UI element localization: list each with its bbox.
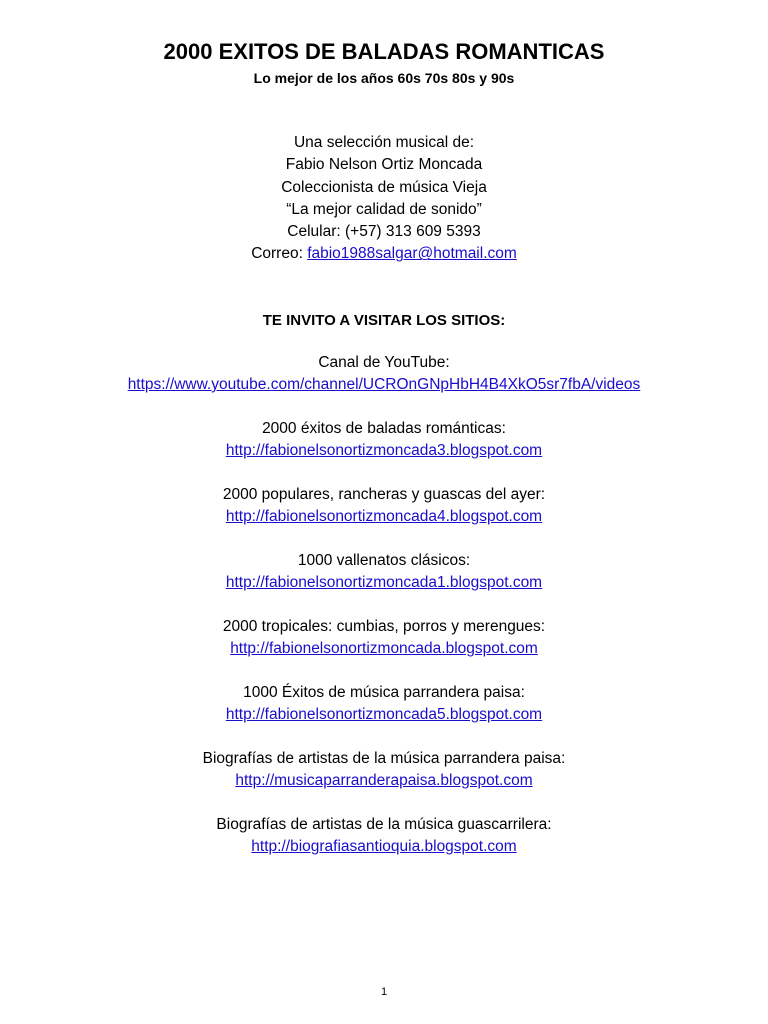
- site-label: 2000 tropicales: cumbias, porros y merengues:: [222, 618, 546, 635]
- site-link[interactable]: http://musicaparranderapaisa.blogspot.com: [235, 772, 533, 789]
- site-tropicales: [0, 616, 768, 682]
- document-subtitle: Lo mejor de los años 60s 70s 80s y 90s: [253, 70, 515, 86]
- credits-line-phone: Celular: (+57) 313 609 5393: [287, 223, 481, 241]
- site-label: 2000 éxitos de baladas románticas:: [262, 420, 506, 437]
- sites-list: [0, 352, 768, 880]
- credits-line-name: Fabio Nelson Ortiz Moncada: [285, 156, 483, 174]
- site-youtube: [0, 352, 768, 418]
- credits-block: [0, 132, 768, 266]
- document-title: 2000 EXITOS DE BALADAS ROMANTICAS: [163, 39, 605, 64]
- site-label: 1000 vallenatos clásicos:: [297, 552, 471, 569]
- site-populares: [0, 484, 768, 550]
- site-baladas: [0, 418, 768, 484]
- email-link[interactable]: fabio1988salgar@hotmail.com: [307, 245, 517, 263]
- site-biografias-parrandera: [0, 748, 768, 814]
- site-link[interactable]: http://biografiasantioquia.blogspot.com: [251, 838, 517, 855]
- site-label: Biografías de artistas de la música parrandera paisa:: [202, 750, 566, 767]
- site-label: Canal de YouTube:: [318, 354, 450, 371]
- site-parrandera: [0, 682, 768, 748]
- site-label: Biografías de artistas de la música guascarrilera:: [216, 816, 552, 833]
- credits-line-slogan: “La mejor calidad de sonido”: [286, 200, 482, 218]
- credits-line-email: [0, 243, 768, 265]
- site-label: 1000 Éxitos de música parrandera paisa:: [243, 684, 525, 701]
- site-vallenatos: [0, 550, 768, 616]
- page-number: 1: [380, 986, 388, 998]
- email-label: Correo:: [251, 245, 308, 263]
- credits-line-intro: Una selección musical de:: [293, 134, 475, 151]
- site-link[interactable]: http://fabionelsonortizmoncada.blogspot.com: [230, 640, 538, 657]
- site-link[interactable]: https://www.youtube.com/channel/UCROnGNpHbH4B4XkO5sr7fbA/videos: [127, 376, 641, 393]
- site-biografias-guascarrilera: [0, 814, 768, 880]
- credits-line-role: Coleccionista de música Vieja: [281, 178, 487, 196]
- invite-heading: TE INVITO A VISITAR LOS SITIOS:: [262, 312, 506, 329]
- site-link[interactable]: http://fabionelsonortizmoncada3.blogspot.com: [225, 442, 543, 459]
- site-link[interactable]: http://fabionelsonortizmoncada5.blogspot.com: [225, 706, 543, 723]
- site-label: 2000 populares, rancheras y guascas del ayer:: [222, 486, 546, 503]
- site-link[interactable]: http://fabionelsonortizmoncada4.blogspot.com: [225, 508, 543, 525]
- site-link[interactable]: http://fabionelsonortizmoncada1.blogspot.com: [225, 574, 543, 591]
